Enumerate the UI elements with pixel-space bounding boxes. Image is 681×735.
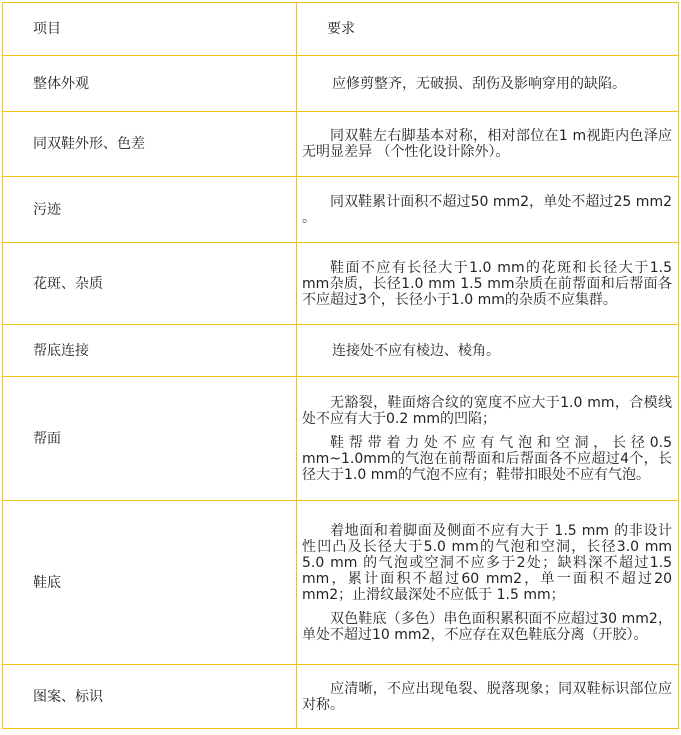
row-desc-paragraph: 应修剪整齐，无破损、刮伤及影响穿用的缺陷。 <box>332 75 626 92</box>
table-row <box>3 377 679 501</box>
table-row <box>3 665 679 729</box>
row-desc-paragraph: 应清晰，不应出现龟裂、脱落现象；同双鞋标识部位应对称。 <box>302 680 672 713</box>
row-desc <box>297 377 679 501</box>
row-item: 图案、标识 <box>3 665 297 729</box>
row-item: 花斑、杂质 <box>3 243 297 325</box>
header-desc <box>297 3 679 56</box>
table-row <box>3 56 679 112</box>
header-desc-text: 要求 <box>327 21 355 37</box>
row-desc <box>297 177 679 243</box>
table-row <box>3 112 679 177</box>
row-item: 帮底连接 <box>3 325 297 377</box>
row-item: 污迹 <box>3 177 297 243</box>
row-desc-paragraph: 连接处不应有棱边、棱角。 <box>332 342 500 359</box>
row-desc <box>297 112 679 177</box>
row-item: 帮面 <box>3 377 297 501</box>
header-item: 项目 <box>3 3 297 56</box>
row-item: 鞋底 <box>3 501 297 665</box>
table-row <box>3 325 679 377</box>
table-row <box>3 501 679 665</box>
row-desc <box>297 56 679 112</box>
table-row <box>3 243 679 325</box>
row-desc <box>297 665 679 729</box>
row-desc <box>297 501 679 665</box>
row-item: 整体外观 <box>3 56 297 112</box>
row-desc-paragraph: 同双鞋累计面积不超过50 mm2，单处不超过25 mm2 。 <box>302 193 672 226</box>
row-desc-paragraph: 鞋面不应有长径大于1.0 mm的花斑和长径大于1.5 mm杂质，长径1.0 mm 1.5 mm杂质在前帮面和后帮面各不应超过3个，长径小于1.0 mm的杂质不应集群。 <box>302 259 672 308</box>
row-desc-paragraph: 同双鞋左右脚基本对称，相对部位在1 m视距内色泽应无明显差异 （个性化设计除外）。 <box>302 128 672 160</box>
header-row <box>3 3 679 56</box>
row-desc-paragraph: 无豁裂，鞋面熔合纹的宽度不应大于1.0 mm，合模线处不应有大于0.2 mm的凹陷； <box>302 394 672 427</box>
row-desc-paragraph: 着地面和着脚面及侧面不应有大于 1.5 mm 的非设计性凹凸及长径大于5.0 mm的气泡和空洞，长径3.0 mm 5.0 mm 的气泡或空洞不应多于2处；缺料深不超过1.5 mm，累计面积不超过60 mm2，单一面积不超过20 mm2；止滑纹最深处不应低于 1.5 mm； <box>302 522 672 603</box>
row-item: 同双鞋外形、色差 <box>3 112 297 177</box>
table-row <box>3 177 679 243</box>
row-desc-paragraph: 鞋帮带着力处不应有气泡和空洞，长径0.5 mm~1.0mm的气泡在前帮面和后帮面各不应超过4个，长径大于1.0 mm的气泡不应有；鞋带扣眼处不应有气泡。 <box>302 434 672 483</box>
row-desc-paragraph: 双色鞋底（多色）串色面积累积面不应超过30 mm2，单处不超过10 mm2，不应存在双色鞋底分离（开胶）。 <box>302 610 672 643</box>
requirements-table <box>2 2 679 729</box>
row-desc <box>297 325 679 377</box>
row-desc <box>297 243 679 325</box>
